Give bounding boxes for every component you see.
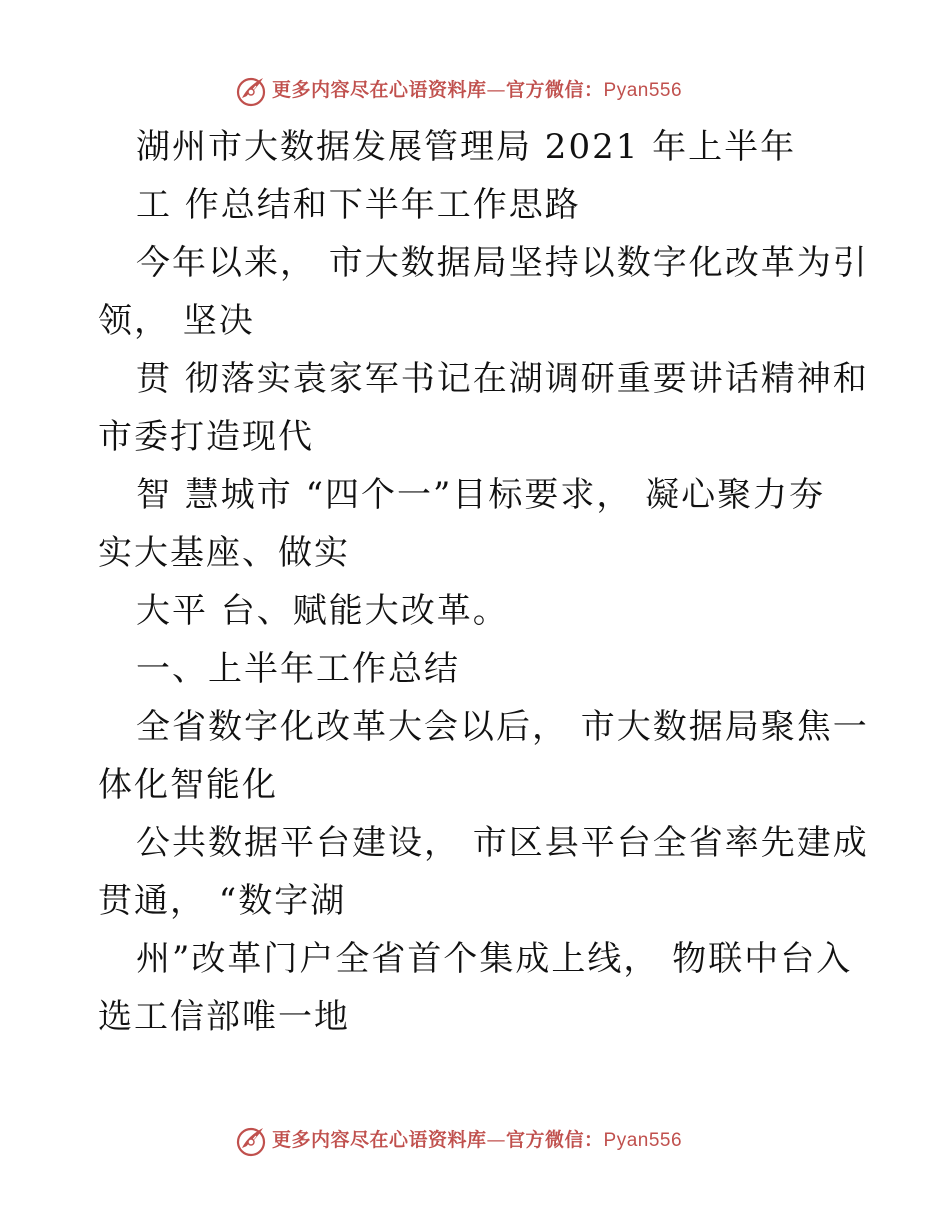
paragraph-line: 选工信部唯一地 <box>98 997 350 1037</box>
feather-quill-logo-icon <box>236 74 268 108</box>
header-watermark-banner <box>0 72 950 112</box>
paragraph-line: 今年以来， 市大数据局坚持以数字化改革为引 <box>136 243 869 283</box>
paragraph-line: 体化智能化 <box>98 765 278 805</box>
paragraph-line: 大平 台、赋能大改革。 <box>136 591 509 631</box>
footer-banner-dash: — <box>486 1129 507 1151</box>
footer-watermark-banner <box>0 1122 950 1162</box>
paragraph-line: 贯通， “数字湖 <box>98 881 347 921</box>
document-body <box>98 118 878 1046</box>
header-watermark-text <box>272 78 682 103</box>
feather-quill-logo-icon <box>236 1124 268 1158</box>
title-line-2: 工 作总结和下半年工作思路 <box>136 185 581 225</box>
footer-banner-wechat-label: 官方微信： <box>506 1129 604 1151</box>
header-banner-main: 更多内容尽在心语资料库 <box>272 79 487 101</box>
title-line-1: 湖州市大数据发展管理局 2021 年上半年 <box>136 127 797 167</box>
paragraph-line: 全省数字化改革大会以后， 市大数据局聚焦一 <box>136 707 869 747</box>
paragraph-line: 实大基座、做实 <box>98 533 350 573</box>
paragraph-line: 领， 坚决 <box>98 301 255 341</box>
paragraph-line: 智 慧城市 “四个一”目标要求， 凝心聚力夯 <box>136 475 826 515</box>
footer-banner-main: 更多内容尽在心语资料库 <box>272 1129 487 1151</box>
footer-watermark-text <box>272 1128 682 1153</box>
footer-banner-wechat-id: Pyan556 <box>603 1130 683 1151</box>
paragraph-line: 贯 彻落实袁家军书记在湖调研重要讲话精神和 <box>136 359 869 399</box>
section-heading: 一、上半年工作总结 <box>136 649 460 689</box>
header-banner-dash: — <box>486 79 507 101</box>
header-banner-wechat-id: Pyan556 <box>603 80 683 101</box>
header-banner-wechat-label: 官方微信： <box>506 79 604 101</box>
paragraph-line: 市委打造现代 <box>98 417 314 457</box>
paragraph-line: 公共数据平台建设， 市区县平台全省率先建成 <box>136 823 869 863</box>
paragraph-line: 州”改革门户全省首个集成上线， 物联中台入 <box>136 939 853 979</box>
